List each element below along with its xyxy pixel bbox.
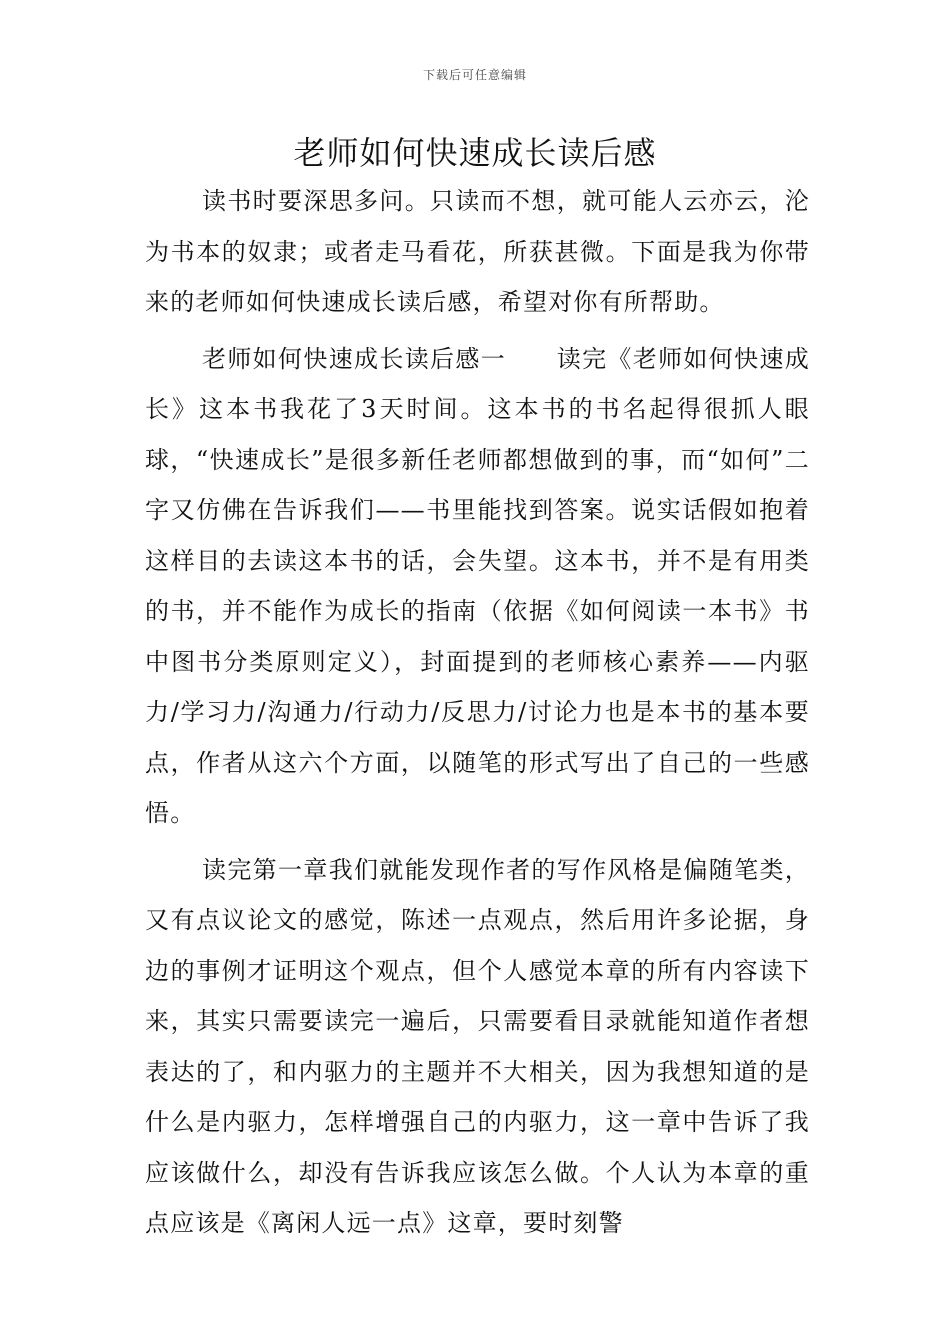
- paragraph-one: 老师如何快速成长读后感一 读完《老师如何快速成长》这本书我花了3天时间。这本书的书名起得很抓人眼球，“快速成长”是很多新任老师都想做到的事，而“如何”二字又仿佛在告诉我们——书里能找到答案。说实话假如抱着这样目的去读这本书的话，会失望。这本书，并不是有用类的书，并不能作为成长的指南（依据《如何阅读一本书》书中图书分类原则定义），封面提到的老师核心素养——内驱力/学习力/沟通力/行动力/反思力/讨论力也是本书的基本要点，作者从这六个方面，以随笔的形式写出了自己的一些感悟。: [145, 344, 810, 827]
- paragraph-two: 读完第一章我们就能发现作者的写作风格是偏随笔类，又有点议论文的感觉，陈述一点观点，然后用许多论据，身边的事例才证明这个观点，但个人感觉本章的所有内容读下来，其实只需要读完一遍后，只需要看目录就能知道作者想表达的了，和内驱力的主题并不大相关，因为我想知道的是什么是内驱力，怎样增强自己的内驱力，这一章中告诉了我应该做什么，却没有告诉我应该怎么做。个人认为本章的重点应该是《离闲人远一点》这章，要时刻警: [145, 855, 810, 1237]
- page-title: 老师如何快速成长读后感: [293, 134, 657, 172]
- paragraph-intro: 读书时要深思多问。只读而不想，就可能人云亦云，沦为书本的奴隶；或者走马看花，所获甚微。下面是我为你带来的老师如何快速成长读后感，希望对你有所帮助。: [145, 187, 810, 316]
- header-note: 下载后可任意编辑: [422, 68, 527, 82]
- document-body: [145, 176, 810, 1249]
